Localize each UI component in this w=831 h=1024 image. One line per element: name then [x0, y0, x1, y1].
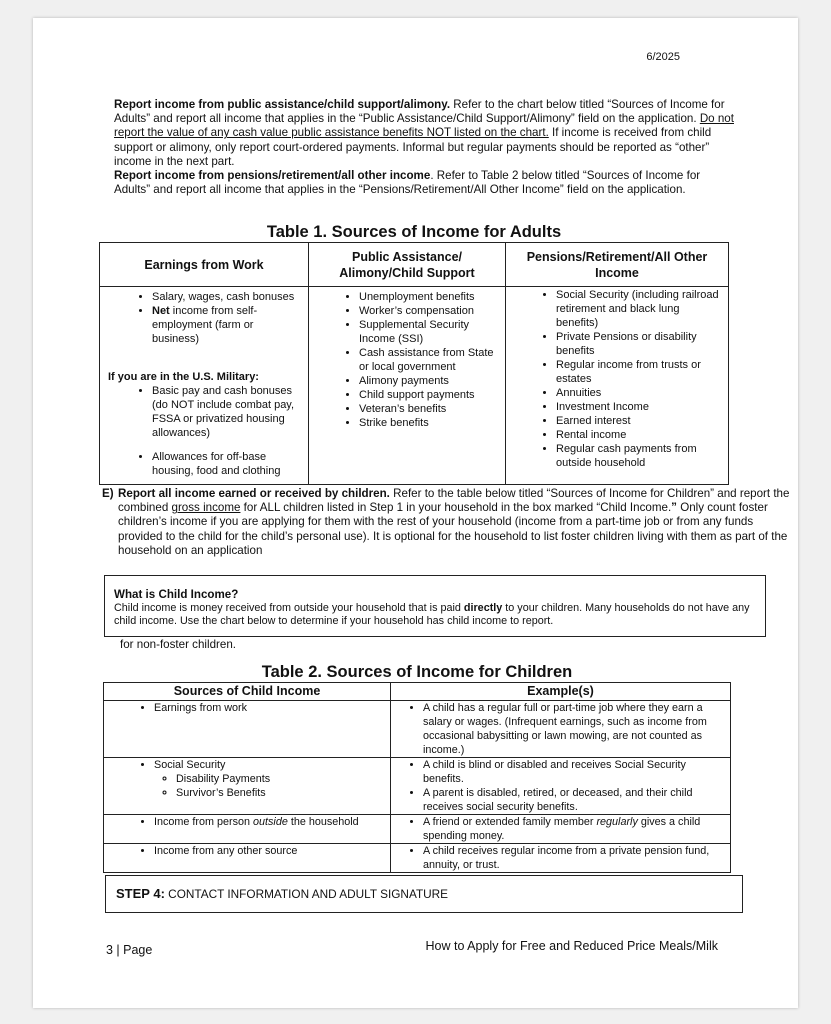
list-item: • Earnings from work — [154, 701, 390, 715]
table2-header-examples: Example(s) — [391, 683, 731, 701]
list-item: • Unemployment benefits — [359, 290, 499, 304]
list-item: • Net income from self-employment (farm or business) — [152, 304, 302, 346]
table1-sources-adults — [99, 242, 729, 485]
list-item: • Investment Income — [556, 400, 720, 414]
table-row — [104, 815, 731, 844]
list-item: • Social Security ◦ Disability Payments ◦ Survivor’s Benefits — [154, 758, 390, 800]
table1-col-earnings — [100, 287, 309, 485]
section-e-continuation: for non-foster children. — [120, 638, 236, 651]
list-item: • Veteran’s benefits — [359, 402, 499, 416]
list-item: • Rental income — [556, 428, 720, 442]
list-item: • Cash assistance from State or local government — [359, 346, 499, 374]
table-row — [104, 844, 731, 873]
pensions-list — [506, 288, 728, 470]
child-income-heading: What is Child Income? — [114, 588, 239, 601]
list-item: • Income from person outside the household — [154, 815, 390, 829]
list-item: • Salary, wages, cash bonuses — [152, 290, 302, 304]
list-item: • A friend or extended family member regularly gives a child spending money. — [423, 815, 722, 843]
table1-header-earnings: Earnings from Work — [100, 243, 309, 287]
section-e — [102, 487, 792, 558]
list-item: • A parent is disabled, retired, or deceased, and their child receives social security benefits. — [423, 786, 722, 814]
table1-col-public-assistance — [309, 287, 506, 485]
table-row — [104, 758, 731, 815]
child-income-box — [104, 575, 766, 637]
public-assistance-paragraph: Report income from public assistance/child support/alimony. Refer to the chart below titled “Sources of Income for Adults” and report all income that applies in the “Public Assistance/Child Support/Alimony” field on the application. Do not report the value of any cash value public assistance benefits NOT listed on the chart. If income is received from child support or alimony, only report court-ordered payments. Informal but regular payments should be reported as “other” income in the next part. — [114, 98, 734, 168]
table2-sources-children — [103, 682, 731, 873]
list-item: • Private Pensions or disability benefits — [556, 330, 720, 358]
table1-header-pensions: Pensions/Retirement/All Other Income — [506, 243, 729, 287]
list-item: ◦ Survivor’s Benefits — [176, 786, 390, 800]
footer-title: How to Apply for Free and Reduced Price Meals/Milk — [425, 939, 718, 953]
list-item: • Annuities — [556, 386, 720, 400]
table2-title: Table 2. Sources of Income for Children — [261, 663, 573, 681]
step4-box: STEP 4: CONTACT INFORMATION AND ADULT SIGNATURE — [105, 875, 743, 913]
list-item: • Child support payments — [359, 388, 499, 402]
underlined-note: Do not report the value of any cash value public assistance benefits NOT listed on the chart. — [114, 112, 734, 140]
list-item: • Social Security (including railroad retirement and black lung benefits) — [556, 288, 720, 330]
table1-col-pensions — [506, 287, 729, 485]
step4-label: STEP 4 — [116, 886, 161, 901]
list-item: • A child is blind or disabled and receives Social Security benefits. — [423, 758, 722, 786]
earnings-list — [100, 290, 308, 346]
table-row — [104, 701, 731, 758]
child-income-text: Child income is money received from outside your household that is paid directly to your children. Many households do not have any child income. Use the chart below to determine if your household has child income to report. — [114, 602, 750, 627]
list-item: • Allowances for off-base housing, food and clothing — [152, 450, 302, 478]
intro-paragraphs — [114, 98, 734, 197]
military-list — [100, 384, 308, 478]
table2-header-sources: Sources of Child Income — [104, 683, 391, 701]
table1-header-public-assistance: Public Assistance/ Alimony/Child Support — [309, 243, 506, 287]
list-item: • Worker’s compensation — [359, 304, 499, 318]
step4-text: CONTACT INFORMATION AND ADULT SIGNATURE — [164, 887, 449, 901]
public-assistance-list — [309, 290, 505, 430]
list-item: • Strike benefits — [359, 416, 499, 430]
section-e-label: E) — [102, 487, 114, 500]
document-date: 6/2025 — [646, 51, 680, 63]
pensions-heading: Report income from pensions/retirement/all other income — [114, 169, 431, 183]
list-item: • Supplemental Security Income (SSI) — [359, 318, 499, 346]
list-item: • Alimony payments — [359, 374, 499, 388]
military-label: If you are in the U.S. Military: — [108, 371, 259, 383]
list-item: • Earned interest — [556, 414, 720, 428]
table1-title: Table 1. Sources of Income for Adults — [266, 223, 562, 241]
list-item: • Regular income from trusts or estates — [556, 358, 720, 386]
list-item: • A child has a regular full or part-time job where they earn a salary or wages. (Infrequent earnings, such as income from occasional babysitting or lawn mowing, are not counted as income.) — [423, 701, 722, 757]
list-item: • Basic pay and cash bonuses (do NOT include combat pay, FSSA or privatized housing allowances) — [152, 384, 302, 440]
list-item: • A child receives regular income from a private pension fund, annuity, or trust. — [423, 844, 722, 872]
public-assistance-heading: Report income from public assistance/child support/alimony. — [114, 98, 451, 111]
list-item: • Income from any other source — [154, 844, 390, 858]
list-item: ◦ Disability Payments — [176, 772, 390, 786]
list-item: • Regular cash payments from outside household — [556, 442, 720, 470]
document-page — [33, 18, 798, 1008]
pensions-paragraph: Report income from pensions/retirement/all other income. Refer to Table 2 below titled “Sources of Income for Adults” and report all income that applies in the “Pensions/Retirement/All Other Income” field on the application. — [114, 169, 701, 197]
footer-page-number: 3 | Page — [106, 943, 153, 957]
section-e-text: Report all income earned or received by children. Refer to the table below titled “Sources of Income for Children” and report the combined gross income for ALL children listed in Step 1 in your household in the box marked “Child Income.” Only count foster children’s income if you are applying for them with the rest of your household (income from a part-time job or from any funds provided to the child for the child’s personal use). It is optional for the household to list foster children living with them as part of the household on an application — [118, 487, 790, 557]
